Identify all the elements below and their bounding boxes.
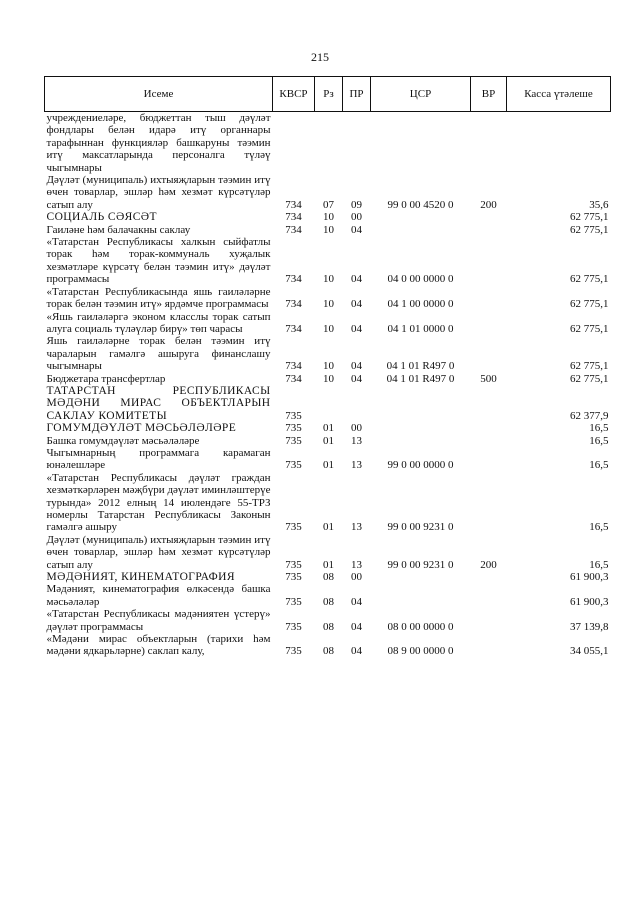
row-rz: 08 [323,645,334,658]
row-vr [471,286,507,311]
row-name: Яшь гаиләләрне торак белән тәэмин итү чараларын гамәлгә ашыруга финанслашу чыгымнары [46,335,271,373]
row-name: Мәдәният, кинематография өлкәсендә башка мәсьәләләр [46,583,271,608]
table-row [45,608,611,633]
header-pr: ПР [343,77,371,112]
row-pr: 04 [351,360,362,373]
row-pr: 04 [351,298,362,311]
table-row [45,224,611,236]
row-csr [371,435,471,447]
row-csr: 08 9 00 0000 0 [387,645,454,658]
row-kvsr: 734 [285,273,302,286]
row-csr [371,422,471,434]
row-rz: 10 [323,211,334,224]
row-kassa [507,112,611,175]
row-kvsr: 734 [285,211,302,224]
row-kvsr: 734 [285,322,302,335]
row-rz: 01 [323,434,334,447]
row-rz: 10 [323,298,334,311]
table-row [45,447,611,472]
row-name: «Татарстан Республикасы дәүләт граждан хезмәткәрләрен мәҗбүри дәүләт иминләштерүе турында» 2012 елның 14 июлендәге 55-ТРЗ номерлы Татарстан Республикасы Законын гамәлгә ашыру [46,471,271,534]
row-kassa: 34 055,1 [570,645,609,658]
row-vr: 500 [480,372,497,385]
table-row [45,583,611,608]
row-rz: 10 [323,273,334,286]
row-pr: 13 [351,558,362,571]
row-vr: 200 [480,198,497,211]
row-name: «Яшь гаиләләргә эконом класслы торак сатып алуга социаль түләүләр бирү» төп чарасы [46,310,271,335]
row-kassa: 35,6 [589,198,609,211]
row-name: «Татарстан Республикасы халкын сыйфатлы торак һәм торак-коммуналь хуҗалык хезмәтләре күрсәтү белән тәэмин итү» дәүләт программасы [46,236,271,286]
row-kvsr: 734 [285,372,302,385]
row-pr [343,112,371,175]
table-row [45,422,611,434]
row-kvsr: 735 [285,422,302,435]
row-kvsr: 734 [285,223,302,236]
page-number: 215 [311,50,329,64]
row-kassa: 16,5 [589,459,609,472]
row-name: СОЦИАЛЬ СӘЯСӘТ [46,211,157,224]
row-kvsr: 735 [285,521,302,534]
row-rz: 01 [323,558,334,571]
row-name: «Мәдәни мирас объектларын (тарихи һәм мәдәни ядкарьләрне) саклап калу, [46,633,271,658]
row-rz: 01 [323,422,334,435]
row-pr: 13 [351,521,362,534]
table-row [45,335,611,372]
row-pr: 04 [351,620,362,633]
row-kassa: 61 900,3 [570,571,609,584]
table-row [45,633,611,658]
row-vr [471,633,507,658]
row-csr [371,385,471,422]
row-kassa: 62 377,9 [570,409,609,422]
row-pr [343,385,371,422]
table-row [45,435,611,447]
row-kassa: 61 900,3 [570,595,609,608]
row-vr [471,583,507,608]
row-kvsr: 735 [285,434,302,447]
row-rz: 01 [323,459,334,472]
row-pr: 00 [351,211,362,224]
row-name: ТАТАРСТАН РЕСПУБЛИКАСЫ МӘДӘНИ МИРАС ОБЪЕКТЛАРЫН САКЛАУ КОМИТЕТЫ [46,384,271,422]
row-kassa: 37 139,8 [570,620,609,633]
row-vr [471,385,507,422]
row-vr [471,447,507,472]
header-kassa: Касса үтәлеше [507,77,611,112]
row-csr [371,112,471,175]
row-rz: 10 [323,223,334,236]
header-rz: Рз [315,77,343,112]
header-name: Исеме [45,77,273,112]
row-kvsr: 734 [285,198,302,211]
row-vr [471,608,507,633]
row-name: МӘДӘНИЯТ, КИНЕМАТОГРАФИЯ [46,571,235,584]
row-csr: 04 1 01 R497 0 [386,360,455,373]
row-pr: 04 [351,273,362,286]
row-pr: 04 [351,595,362,608]
row-kvsr: 735 [285,459,302,472]
row-vr [471,311,507,336]
row-name: «Татарстан Республикасында яшь гаиләләрне торак белән тәэмин итү» ярдәмче программасы [46,285,271,311]
row-kassa: 62 775,1 [570,223,609,236]
header-kvsr: КВСР [273,77,315,112]
table-row [45,373,611,385]
table-row [45,286,611,311]
row-vr [471,211,507,223]
row-kvsr: 734 [285,360,302,373]
row-vr [471,571,507,583]
row-csr: 08 0 00 0000 0 [387,620,454,633]
row-csr: 04 1 01 0000 0 [387,322,454,335]
row-rz: 08 [323,620,334,633]
row-csr [371,224,471,236]
row-kassa: 16,5 [589,558,609,571]
row-vr [471,224,507,236]
row-vr [471,335,507,372]
row-rz: 10 [323,322,334,335]
row-kvsr: 735 [285,595,302,608]
row-kvsr: 735 [285,558,302,571]
row-kassa: 62 775,1 [570,211,609,224]
row-rz: 01 [323,521,334,534]
row-name: Бюджетара трансфертлар [46,372,166,385]
row-name: «Татарстан Республикасы мәдәниятен үстерү» дәүләт программасы [46,608,271,633]
row-csr: 99 0 00 0000 0 [387,459,454,472]
row-kvsr [273,112,315,175]
row-name: Башка гомумдәүләт мәсьәләләре [46,434,200,447]
row-pr: 04 [351,322,362,335]
row-pr: 00 [351,422,362,435]
table-row [45,211,611,223]
table-row [45,174,611,211]
row-rz: 10 [323,372,334,385]
row-pr: 09 [351,198,362,211]
row-rz: 10 [323,360,334,373]
row-pr: 04 [351,372,362,385]
budget-table [44,76,611,658]
row-kvsr: 734 [285,298,302,311]
row-pr: 13 [351,434,362,447]
row-csr: 04 1 01 R497 0 [386,372,455,385]
row-csr [371,211,471,223]
row-kvsr: 735 [285,620,302,633]
row-name: учреждениеләре, бюджеттан тыш дәүләт фондлары белән идарә итү органнары тарафыннан функцияләр башкаруны тәэмин итү максатларында персоналга түләү чыгымнары [46,112,271,174]
row-vr: 200 [480,558,497,571]
row-kassa: 62 775,1 [570,322,609,335]
row-rz [315,112,343,175]
row-pr: 04 [351,645,362,658]
table-row [45,385,611,422]
row-csr: 04 1 00 0000 0 [387,298,454,311]
row-kassa: 62 775,1 [570,372,609,385]
table-row [45,311,611,336]
table-row [45,534,611,571]
row-pr: 13 [351,459,362,472]
row-vr [471,435,507,447]
row-csr: 99 0 00 9231 0 [387,558,454,571]
row-csr [371,583,471,608]
row-rz: 08 [323,595,334,608]
row-vr [471,236,507,286]
row-kassa: 62 775,1 [570,298,609,311]
table-header-row [45,77,611,112]
row-pr: 04 [351,223,362,236]
row-csr [371,571,471,583]
row-rz: 08 [323,571,334,584]
row-vr [471,422,507,434]
header-csr: ЦСР [371,77,471,112]
row-kvsr: 735 [285,645,302,658]
row-csr: 99 0 00 4520 0 [387,198,454,211]
row-csr: 99 0 00 9231 0 [387,521,454,534]
row-rz [315,385,343,422]
table-row [45,571,611,583]
row-rz: 07 [323,198,334,211]
row-kvsr: 735 [285,409,302,422]
row-name: Гаиләне һәм балачакны саклау [46,223,191,236]
row-csr: 04 0 00 0000 0 [387,273,454,286]
row-kassa: 16,5 [589,521,609,534]
row-name: Чыгымнарның программага карамаган юнәлешләре [46,446,271,472]
row-name: ГОМУМДӘҮЛӘТ МӘСЬӘЛӘЛӘРЕ [46,422,237,435]
row-kassa: 16,5 [589,422,609,435]
header-vr: ВР [471,77,507,112]
row-kassa: 62 775,1 [570,360,609,373]
row-vr [471,472,507,534]
row-name: Дәүләт (муниципаль) ихтыяҗларын тәэмин итү өчен товарлар, эшләр һәм хезмәт күрсәтүләр сатып алу [46,174,271,211]
row-vr [471,112,507,175]
table-row [45,236,611,286]
table-row [45,112,611,175]
row-kvsr: 735 [285,571,302,584]
table-row [45,472,611,534]
row-pr: 00 [351,571,362,584]
row-kassa: 16,5 [589,434,609,447]
row-kassa: 62 775,1 [570,273,609,286]
row-name: Дәүләт (муниципаль) ихтыяҗларын тәэмин итү өчен товарлар, эшләр һәм хезмәт күрсәтүләр сатып алу [46,533,271,571]
